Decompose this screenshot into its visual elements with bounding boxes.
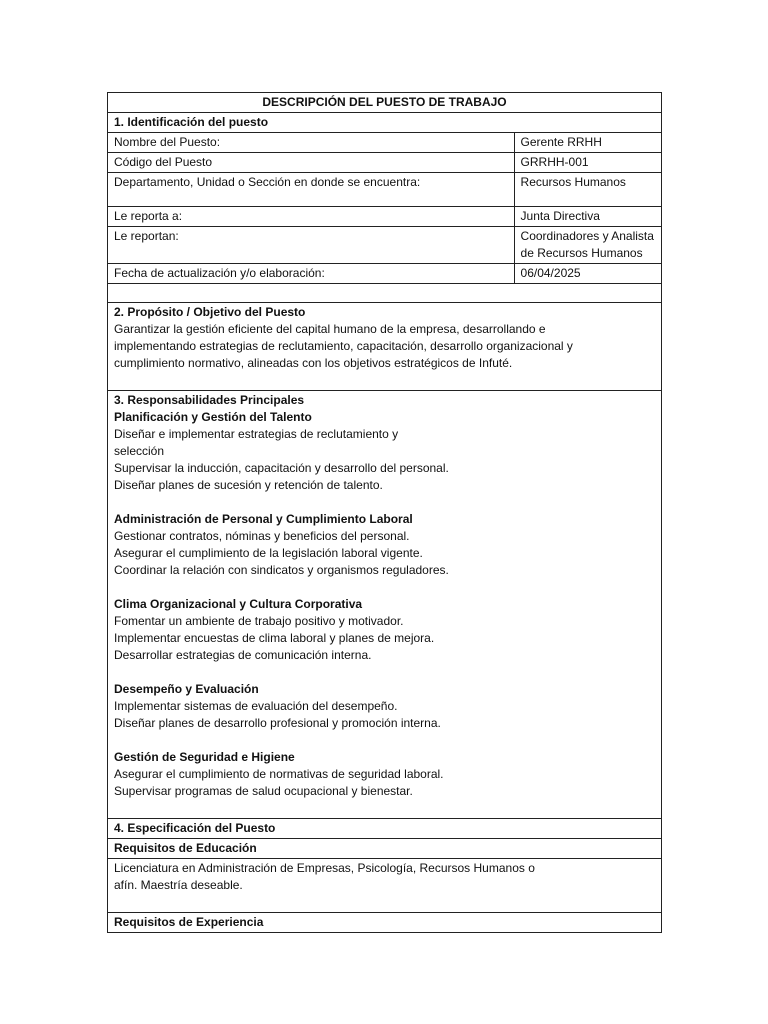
section3-row: [108, 391, 662, 819]
group-title: Administración de Personal y Cumplimiento Laboral: [114, 512, 413, 526]
responsibility-line: Coordinar la relación con sindicatos y organismos reguladores.: [114, 563, 449, 577]
education-heading: Requisitos de Educación: [108, 839, 662, 859]
responsibility-line: Diseñar planes de sucesión y retención de talento.: [114, 478, 383, 492]
job-description-table: [107, 92, 662, 933]
group-title: Clima Organizacional y Cultura Corporativa: [114, 597, 363, 611]
group-title: Desempeño y Evaluación: [114, 682, 259, 696]
table-row: [108, 264, 662, 284]
table-row: [108, 207, 662, 227]
responsibility-line: Diseñar planes de desarrollo profesional y promoción interna.: [114, 716, 441, 730]
section2-row: [108, 303, 662, 391]
responsibility-line: Gestionar contratos, nóminas y beneficios del personal.: [114, 529, 410, 543]
section1-heading: 1. Identificación del puesto: [108, 113, 662, 133]
table-row: [108, 133, 662, 153]
responsibility-line: Implementar encuestas de clima laboral y planes de mejora.: [114, 631, 435, 645]
table-row: [108, 153, 662, 173]
education-line: afín. Maestría deseable.: [114, 878, 243, 892]
section4-heading: 4. Especificación del Puesto: [108, 819, 662, 839]
purpose-line: cumplimiento normativo, alineadas con los objetivos estratégicos de Infuté.: [114, 356, 513, 370]
section2-heading: 2. Propósito / Objetivo del Puesto: [114, 305, 306, 319]
purpose-line: Garantizar la gestión eficiente del capital humano de la empresa, desarrollando e: [114, 322, 546, 336]
row-label: Código del Puesto: [108, 153, 515, 173]
row-value: GRRHH-001: [514, 153, 661, 173]
row-label: Fecha de actualización y/o elaboración:: [108, 264, 515, 284]
experience-heading: Requisitos de Experiencia: [108, 913, 662, 933]
responsibility-line: Diseñar e implementar estrategias de reclutamiento y: [114, 427, 399, 441]
group-title: Gestión de Seguridad e Higiene: [114, 750, 295, 764]
row-value: Gerente RRHH: [514, 133, 661, 153]
row-value: 06/04/2025: [514, 264, 661, 284]
document-title: DESCRIPCIÓN DEL PUESTO DE TRABAJO: [108, 93, 662, 113]
responsibility-line: Implementar sistemas de evaluación del desempeño.: [114, 699, 398, 713]
responsibility-line: Supervisar programas de salud ocupacional y bienestar.: [114, 784, 413, 798]
table-row: [108, 173, 662, 207]
row-value: Junta Directiva: [514, 207, 661, 227]
row-label: Le reportan:: [108, 227, 515, 264]
row-label: Nombre del Puesto:: [108, 133, 515, 153]
responsibility-line: Asegurar el cumplimiento de la legislación laboral vigente.: [114, 546, 423, 560]
row-value: Recursos Humanos: [514, 173, 661, 207]
group-title: Planificación y Gestión del Talento: [114, 410, 312, 424]
responsibility-line: Desarrollar estrategias de comunicación interna.: [114, 648, 372, 662]
empty-row: [108, 284, 662, 303]
responsibility-line: selección: [114, 444, 165, 458]
responsibility-line: Supervisar la inducción, capacitación y desarrollo del personal.: [114, 461, 449, 475]
purpose-line: implementando estrategias de reclutamiento, capacitación, desarrollo organizacional y: [114, 339, 573, 353]
education-row: [108, 859, 662, 913]
responsibility-line: Asegurar el cumplimiento de normativas de seguridad laboral.: [114, 767, 444, 781]
row-label: Le reporta a:: [108, 207, 515, 227]
section3-heading: 3. Responsabilidades Principales: [114, 393, 305, 407]
row-label: Departamento, Unidad o Sección en donde se encuentra:: [108, 173, 515, 207]
row-value: Coordinadores y Analista de Recursos Humanos: [514, 227, 661, 264]
responsibility-line: Fomentar un ambiente de trabajo positivo y motivador.: [114, 614, 404, 628]
table-row: [108, 227, 662, 264]
education-line: Licenciatura en Administración de Empresas, Psicología, Recursos Humanos o: [114, 861, 535, 875]
